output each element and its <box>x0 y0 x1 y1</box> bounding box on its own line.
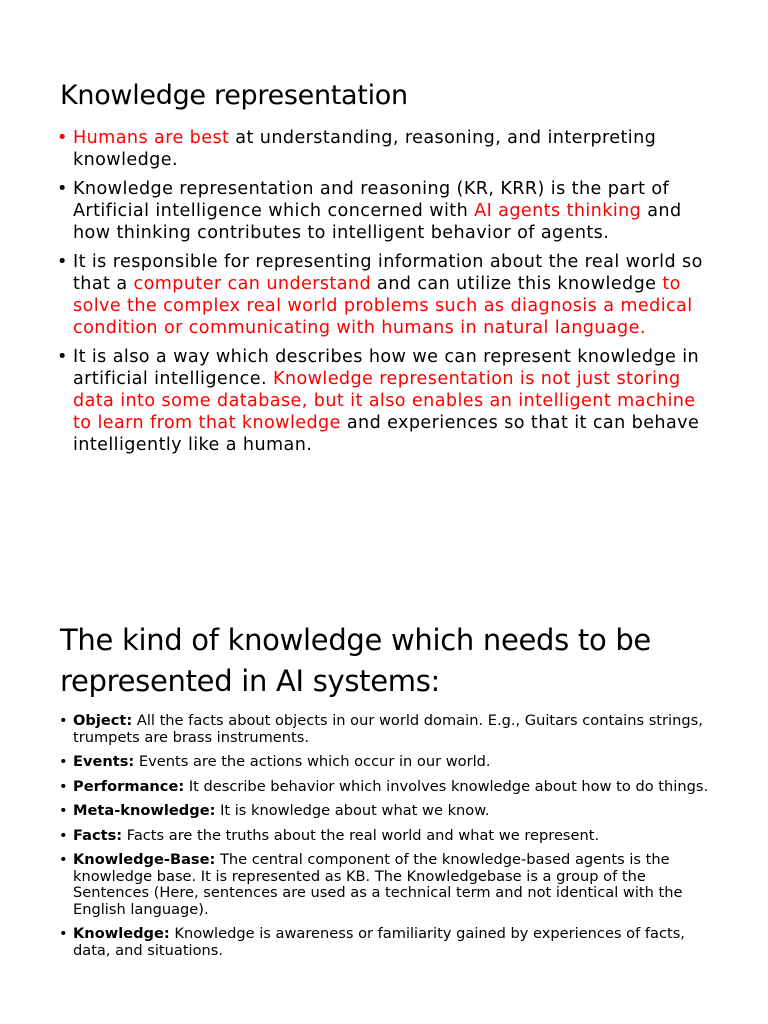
text-plain: and experiences so that it can behave intelligently like a human. <box>73 413 700 455</box>
item-term: Facts: <box>73 826 123 844</box>
item-term: Object: <box>73 712 133 729</box>
bullet-marker: • <box>57 252 68 272</box>
text-emphasis: Humans are best <box>73 128 230 148</box>
item-performance <box>59 779 719 796</box>
bullet-marker: • <box>59 712 68 729</box>
text-plain: at understanding, reasoning, and interpreting knowledge. <box>73 128 657 170</box>
bullet-marker: • <box>59 851 68 868</box>
item-term: Knowledge-Base: <box>73 851 216 868</box>
bullet-marker: • <box>59 925 68 942</box>
item-term: Meta-knowledge: <box>73 802 216 819</box>
text-emphasis: Knowledge representation is not just storing data into some database, but it also enables an intelligent machine to learn from that knowledge <box>73 369 696 433</box>
text-plain: Knowledge representation and reasoning (KR, KRR) is the part of Artificial intelligence which concerned with <box>73 179 670 221</box>
text-emphasis: computer can understand <box>133 274 372 294</box>
text-emphasis: to solve the complex real world problems such as diagnosis a medical condition or communicating with humans in natural language. <box>73 274 693 338</box>
text-emphasis: AI agents thinking <box>474 201 642 221</box>
bullet-responsible-for <box>57 251 717 339</box>
bullet-marker: • <box>59 826 68 844</box>
item-term: Knowledge: <box>73 925 170 942</box>
text-plain: and can utilize this knowledge <box>371 274 663 294</box>
slide1-bullet-list <box>57 127 717 463</box>
item-text: It describe behavior which involves knowledge about how to do things. <box>184 777 709 795</box>
slide-kinds-of-knowledge <box>0 600 768 1024</box>
bullet-marker: • <box>57 179 68 199</box>
item-object <box>59 713 719 746</box>
item-term: Performance: <box>73 777 185 795</box>
bullet-marker: • <box>57 128 68 148</box>
bullet-marker: • <box>59 753 68 770</box>
bullet-marker: • <box>59 777 68 795</box>
item-text: The central component of the knowledge-based agents is the knowledge base. It is represented as KB. The Knowledgebase is a group of the Sentences (Here, sentences are used as a technical term and not identical with the English language). <box>73 851 683 918</box>
bullet-humans-best <box>57 127 717 171</box>
bullet-marker: • <box>59 802 68 819</box>
item-text: It is knowledge about what we know. <box>215 802 490 819</box>
slide2-title: The kind of knowledge which needs to be represented in AI systems: <box>60 623 651 698</box>
text-plain: It is responsible for representing information about the real world so that a <box>73 252 703 294</box>
slide2-bullet-list <box>59 713 719 967</box>
bullet-also-a-way <box>57 346 717 456</box>
item-text: Knowledge is awareness or familiarity gained by experiences of facts, data, and situations. <box>73 925 685 959</box>
item-knowledge <box>59 926 719 959</box>
item-text: All the facts about objects in our world domain. E.g., Guitars contains strings, trumpets are brass instruments. <box>73 712 703 746</box>
bullet-krr-definition <box>57 178 717 244</box>
item-meta-knowledge <box>59 803 719 820</box>
item-facts <box>59 828 719 845</box>
bullet-marker: • <box>57 347 68 367</box>
item-text: Events are the actions which occur in our world. <box>134 753 491 770</box>
item-term: Events: <box>73 753 135 770</box>
text-plain: and how thinking contributes to intelligent behavior of agents. <box>73 201 682 243</box>
text-plain: It is also a way which describes how we can represent knowledge in artificial intelligence. <box>73 347 700 389</box>
slide1-title: Knowledge representation <box>60 80 408 111</box>
item-events <box>59 754 719 771</box>
item-text: Facts are the truths about the real world and what we represent. <box>122 826 600 844</box>
item-knowledge-base <box>59 852 719 918</box>
